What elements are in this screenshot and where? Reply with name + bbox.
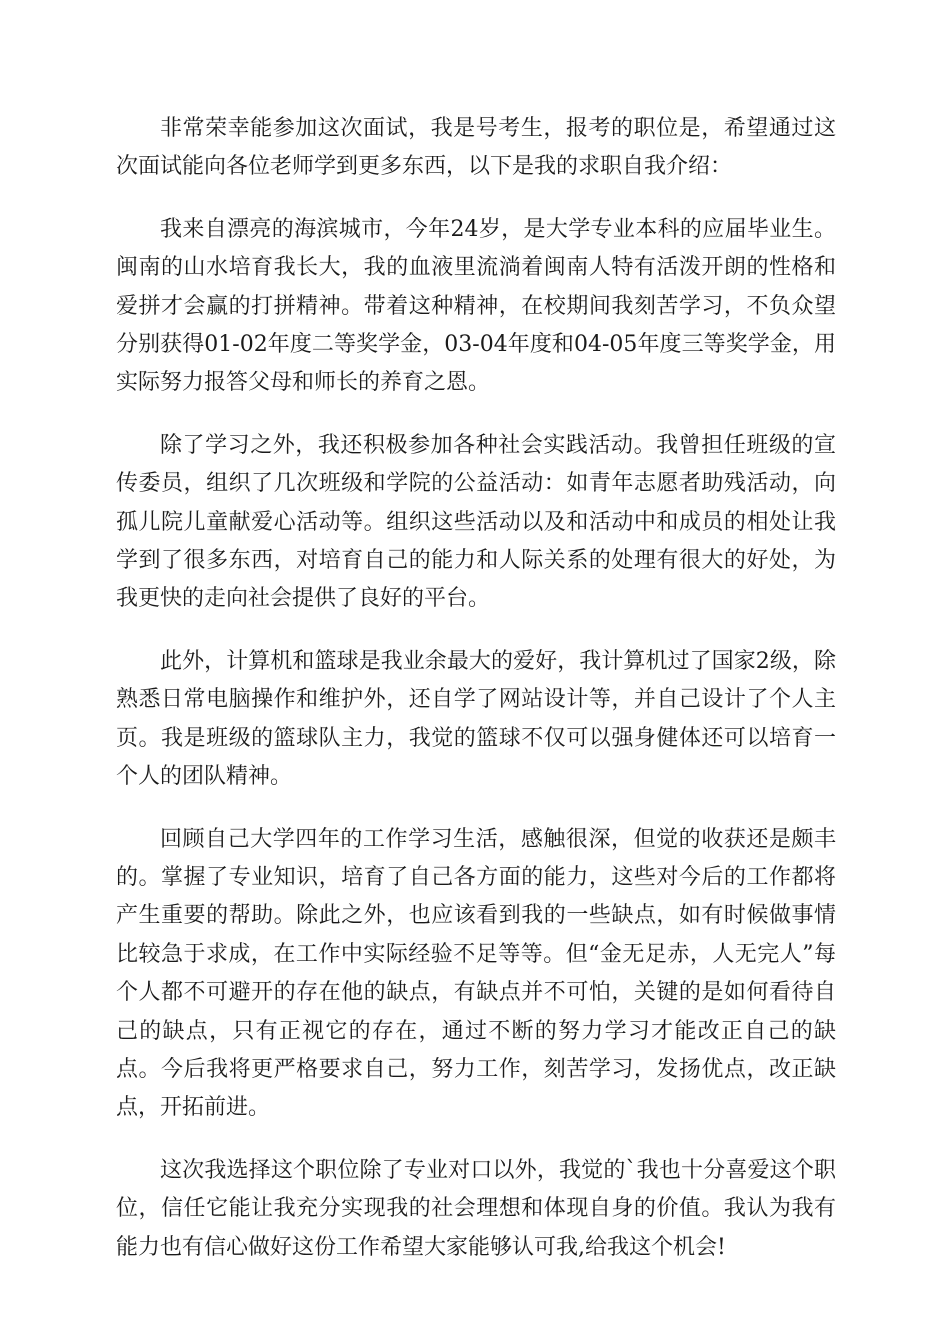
paragraph-hobbies: 此外，计算机和篮球是我业余最大的爱好，我计算机过了国家2级，除熟悉日常电脑操作和维护外，还自学了网站设计等，并自己设计了个人主页。我是班级的篮球队主力，我觉的篮球不仅可以强身健体还可以培育一个人的团队精神。 xyxy=(116,648,836,790)
document-body xyxy=(116,110,836,1291)
paragraph-activities: 除了学习之外，我还积极参加各种社会实践活动。我曾担任班级的宣传委员，组织了几次班级和学院的公益活动：如青年志愿者助残活动，向孤儿院儿童献爱心活动等。组织这些活动以及和活动中和成员的相处让我学到了很多东西，对培育自己的能力和人际关系的处理有很大的好处，为我更快的走向社会提供了良好的平台。 xyxy=(116,432,836,612)
paragraph-conclusion: 这次我选择这个职位除了专业对口以外，我觉的`我也十分喜爱这个职位，信任它能让我充分实现我的社会理想和体现自身的价值。我认为我有能力也有信心做好这份工作希望大家能够认可我,给我这个机会! xyxy=(116,1157,836,1260)
paragraph-background: 我来自漂亮的海滨城市，今年24岁，是大学专业本科的应届毕业生。闽南的山水培育我长大，我的血液里流淌着闽南人特有活泼开朗的性格和爱拼才会赢的打拼精神。带着这种精神，在校期间我刻苦学习，不负众望分别获得01-02年度二等奖学金，03-04年度和04-05年度三等奖学金，用实际努力报答父母和师长的养育之恩。 xyxy=(116,216,836,396)
paragraph-reflection: 回顾自己大学四年的工作学习生活，感触很深，但觉的收获还是颇丰的。掌握了专业知识，培育了自己各方面的能力，这些对今后的工作都将产生重要的帮助。除此之外，也应该看到我的一些缺点，如有时候做事情比较急于求成，在工作中实际经验不足等等。但“金无足赤，人无完人”每个人都不可避开的存在他的缺点，有缺点并不可怕，关键的是如何看待自己的缺点，只有正视它的存在，通过不断的努力学习才能改正自己的缺点。今后我将更严格要求自己，努力工作，刻苦学习，发扬优点，改正缺点，开拓前进。 xyxy=(116,826,836,1121)
paragraph-intro: 非常荣幸能参加这次面试，我是号考生，报考的职位是，希望通过这次面试能向各位老师学到更多东西，以下是我的求职自我介绍： xyxy=(116,116,836,180)
